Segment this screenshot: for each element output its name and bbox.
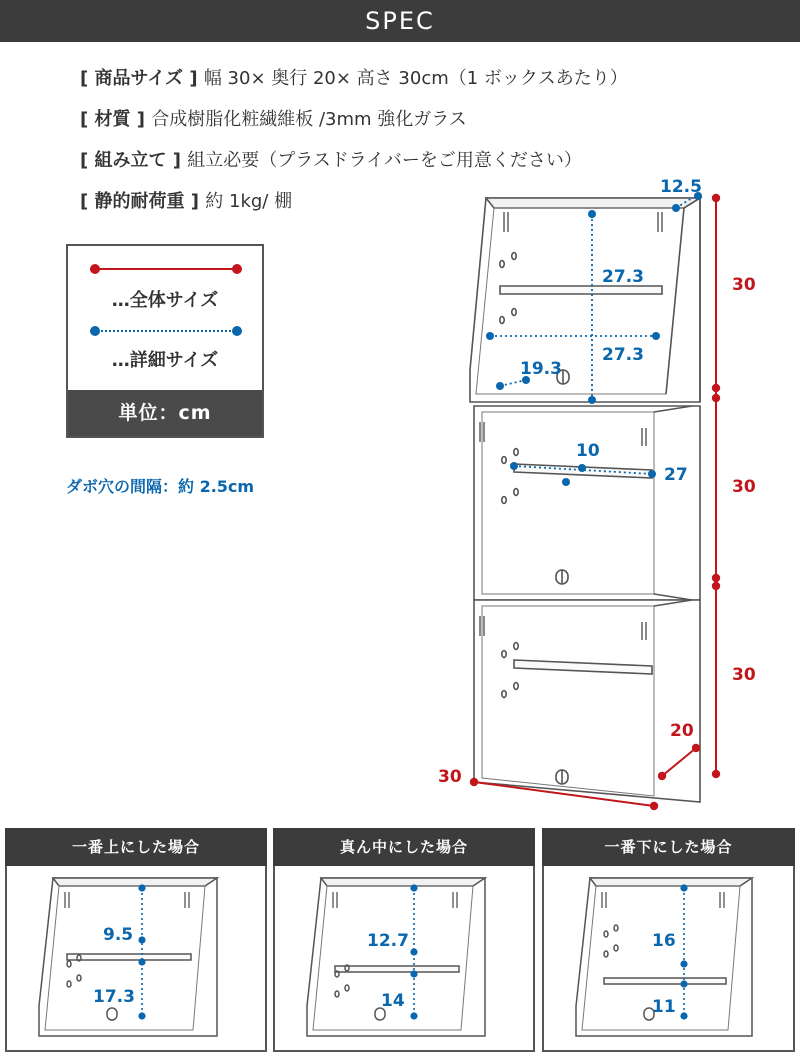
dim-height-bottom: 30 <box>732 665 756 685</box>
dowel-hole-note: ダボ穴の間隔：約 2.5cm <box>66 477 255 496</box>
panel-bottom-lower-dim: 11 <box>652 997 676 1017</box>
legend-detail-label: …詳細サイズ <box>111 350 219 371</box>
spec-material: [ 材質 ] 合成樹脂化粧繊維板 /3mm 強化ガラス <box>80 109 467 130</box>
legend-overall-dot-right <box>232 264 242 274</box>
panel-middle-body <box>273 866 535 1052</box>
panel-top-position <box>5 828 267 1052</box>
spec-load-value: 約 1kg/ 棚 <box>205 191 293 212</box>
spec-size-value: 幅 30× 奥行 20× 高さ 30cm（1 ボックスあたり） <box>203 68 628 89</box>
legend-box <box>66 244 264 438</box>
dim-upper-shelf-gap: 27.3 <box>602 267 644 287</box>
spec-load-key: 静的耐荷重 <box>94 191 185 212</box>
dim-lower-shelf-gap: 27.3 <box>602 345 644 365</box>
spec-material-key: 材質 <box>94 109 131 130</box>
panel-top-diagram <box>7 866 265 1050</box>
legend-detail-dot-left <box>90 326 100 336</box>
panel-middle-upper-dim: 12.7 <box>367 931 409 951</box>
panel-top-lower-dim: 17.3 <box>93 987 135 1007</box>
panel-bottom-position <box>542 828 795 1052</box>
panel-top-title: 一番上にした場合 <box>5 828 267 866</box>
spec-assembly: [ 組み立て ] 組立必要（プラスドライバーをご用意ください） <box>80 150 582 171</box>
spec-size-key: 商品サイズ <box>94 68 184 89</box>
legend-detail-dot-right <box>232 326 242 336</box>
panel-top-upper-dim: 9.5 <box>103 925 134 945</box>
spec-material-value: 合成樹脂化粧繊維板 /3mm 強化ガラス <box>151 109 467 130</box>
dim-height-top: 30 <box>732 275 756 295</box>
dim-width: 30 <box>438 767 462 787</box>
panel-bottom-body <box>542 866 795 1052</box>
dim-top-depth: 12.5 <box>660 177 702 197</box>
legend-overall-dot-left <box>90 264 100 274</box>
middle-box <box>474 406 700 600</box>
panel-top-body <box>5 866 267 1052</box>
panel-middle-lower-dim: 14 <box>381 991 405 1011</box>
spec-size: [ 商品サイズ ] 幅 30× 奥行 20× 高さ 30cm（1 ボックスあたり） <box>80 68 628 89</box>
cabinet-diagram <box>430 170 800 820</box>
panel-middle-diagram <box>275 866 533 1050</box>
dim-shelf-depth: 19.3 <box>520 359 562 379</box>
dim-height-middle: 30 <box>732 477 756 497</box>
panel-middle-title: 真ん中にした場合 <box>273 828 535 866</box>
dim-depth: 20 <box>670 721 694 741</box>
page-title: SPEC <box>365 7 435 35</box>
dim-shelf-width: 10 <box>576 441 600 461</box>
spec-load: [ 静的耐荷重 ] 約 1kg/ 棚 <box>80 191 293 212</box>
spec-assembly-value: 組立必要（プラスドライバーをご用意ください） <box>187 150 582 171</box>
legend-overall-label: …全体サイズ <box>111 290 219 311</box>
panel-middle-position <box>273 828 535 1052</box>
legend-overall-line <box>94 268 238 270</box>
panel-bottom-diagram <box>544 866 793 1050</box>
panel-bottom-title: 一番下にした場合 <box>542 828 795 866</box>
top-box <box>470 198 700 402</box>
legend-detail-line <box>94 330 238 332</box>
dim-inner-width: 27 <box>664 465 688 485</box>
panel-bottom-upper-dim: 16 <box>652 931 676 951</box>
spec-assembly-key: 組み立て <box>94 150 167 171</box>
legend-unit: 単位：cm <box>68 390 262 436</box>
